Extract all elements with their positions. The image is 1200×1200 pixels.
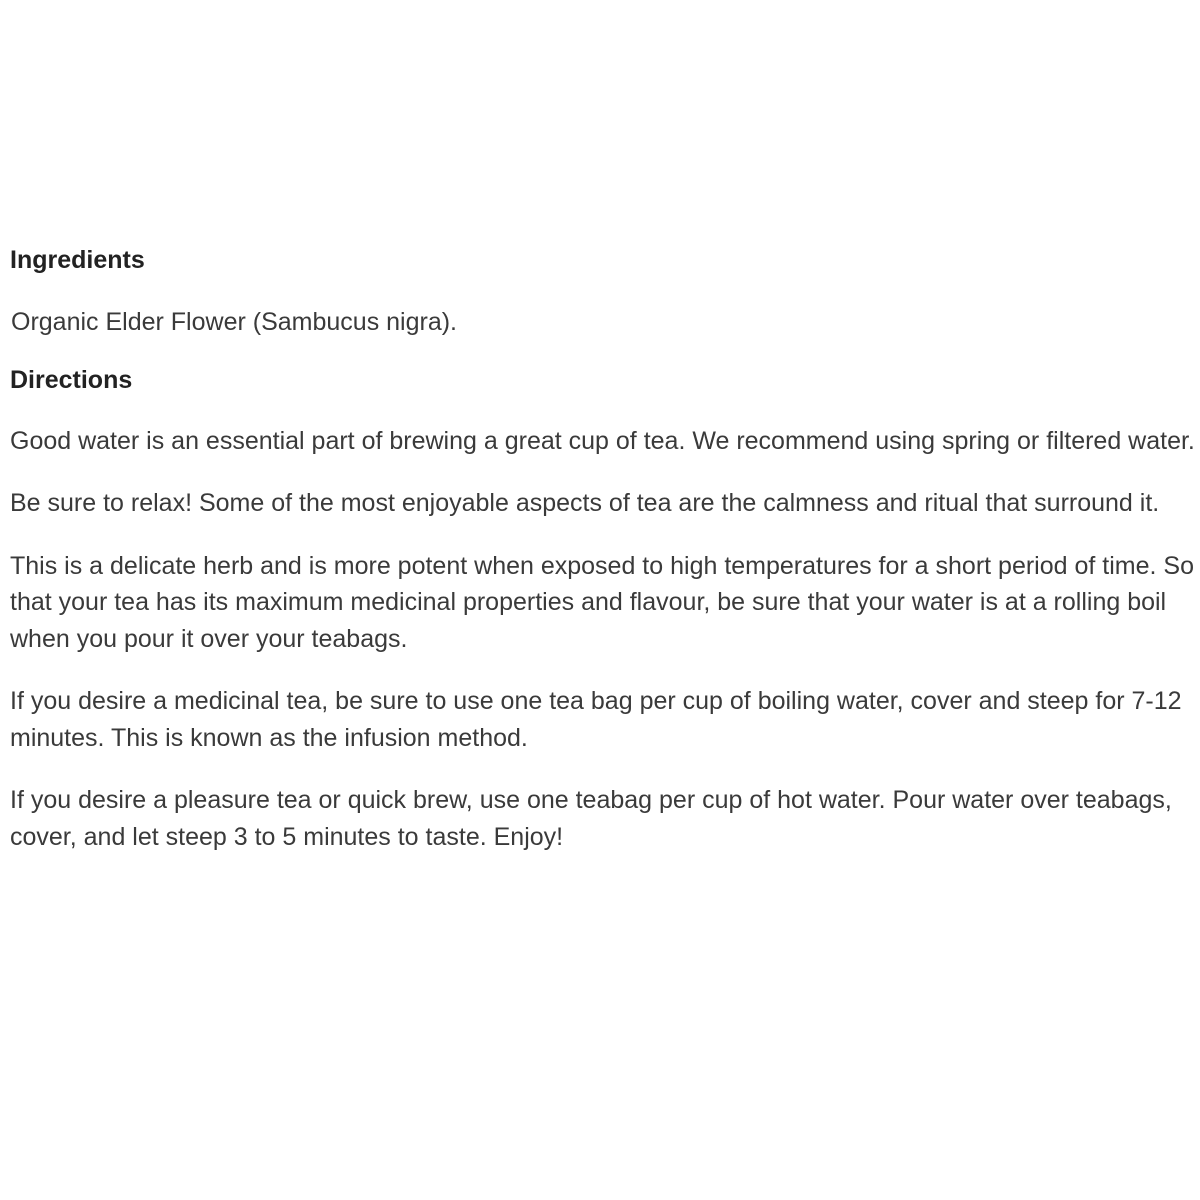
directions-paragraph-relax: Be sure to relax! Some of the most enjoyable aspects of tea are the calmness and ritual that surround it.: [10, 489, 1160, 517]
directions-paragraph-water: Good water is an essential part of brewing a great cup of tea. We recommend using spring or filtered water.: [10, 426, 1195, 455]
ingredients-text: Organic Elder Flower (Sambucus nigra).: [11, 308, 457, 336]
ingredients-heading: Ingredients: [10, 246, 145, 274]
directions-paragraph-delicate-herb: This is a delicate herb and is more potent when exposed to high temperatures for a short period of time. So that your tea has its maximum medicinal properties and flavour, be sure that your water is at a rolling boil when you pour it over your teabags.: [10, 551, 1194, 653]
product-description: [10, 238, 1195, 855]
directions-paragraph-medicinal: If you desire a medicinal tea, be sure to use one tea bag per cup of boiling water, cover and steep for 7-12 minutes. This is known as the infusion method.: [10, 687, 1182, 752]
directions-heading: Directions: [10, 365, 133, 394]
directions-paragraph-pleasure: If you desire a pleasure tea or quick brew, use one teabag per cup of hot water. Pour water over teabags, cover, and let steep 3 to 5 minutes to taste. Enjoy!: [10, 786, 1172, 851]
